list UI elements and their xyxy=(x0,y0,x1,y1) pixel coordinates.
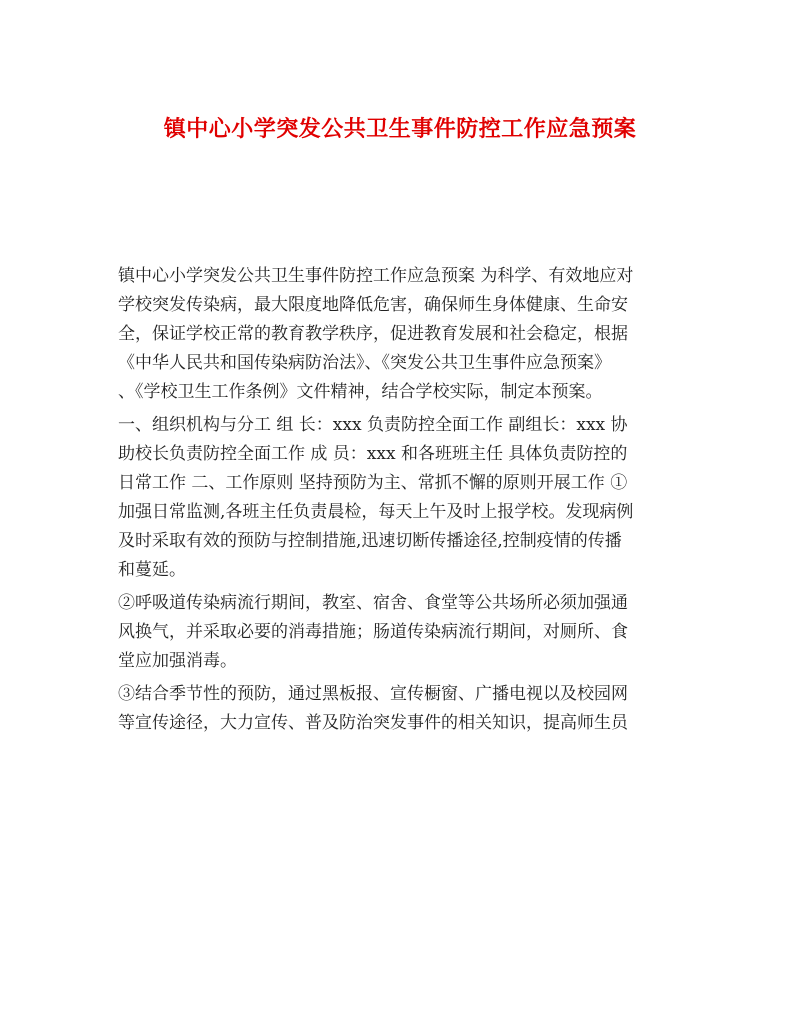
text-line: 一、组织机构与分工 组 长：xxx 负责防控全面工作 副组长：xxx 协 xyxy=(118,415,628,435)
text-line: 日常工作 二、工作原则 坚持预防为主、常抓不懈的原则开展工作 ① xyxy=(118,473,628,493)
text-line: 风换气，并采取必要的消毒措施；肠道传染病流行期间，对厕所、食 xyxy=(118,622,628,642)
text-line: ③结合季节性的预防，通过黑板报、宣传橱窗、广播电视以及校园网 xyxy=(118,684,628,704)
text-line: 学校突发传染病，最大限度地降低危害，确保师生身体健康、生命安 xyxy=(118,295,628,315)
text-line: 全，保证学校正常的教育教学秩序，促进教育发展和社会稳定，根据 xyxy=(118,324,628,344)
document-title: 镇中心小学突发公共卫生事件防控工作应急预案 xyxy=(163,116,637,142)
text-line: 等宣传途径，大力宣传、普及防治突发事件的相关知识，提高师生员 xyxy=(118,713,628,733)
text-line: 、《学校卫生工作条例》文件精神，结合学校实际，制定本预案。 xyxy=(118,382,603,402)
paragraph-respiratory xyxy=(118,589,688,676)
text-line: 和蔓延。 xyxy=(118,560,186,580)
text-line: ②呼吸道传染病流行期间，教室、宿舍、食堂等公共场所必须加强通 xyxy=(118,593,628,613)
text-line: 堂应加强消毒。 xyxy=(118,651,237,671)
paragraph-seasonal xyxy=(118,680,688,738)
paragraph-intro xyxy=(118,262,688,407)
text-line: 及时采取有效的预防与控制措施,迅速切断传播途径,控制疫情的传播 xyxy=(118,531,622,551)
document-body xyxy=(118,262,688,742)
text-line: 助校长负责防控全面工作 成 员：xxx 和各班班主任 具体负责防控的 xyxy=(118,444,628,464)
text-line: 加强日常监测,各班主任负责晨检，每天上午及时上报学校。发现病例 xyxy=(118,502,634,522)
text-line: 镇中心小学突发公共卫生事件防控工作应急预案 为科学、有效地应对 xyxy=(118,266,634,286)
paragraph-organization xyxy=(118,411,688,585)
text-line: 《中华人民共和国传染病防治法》、《突发公共卫生事件应急预案》 xyxy=(118,353,611,373)
